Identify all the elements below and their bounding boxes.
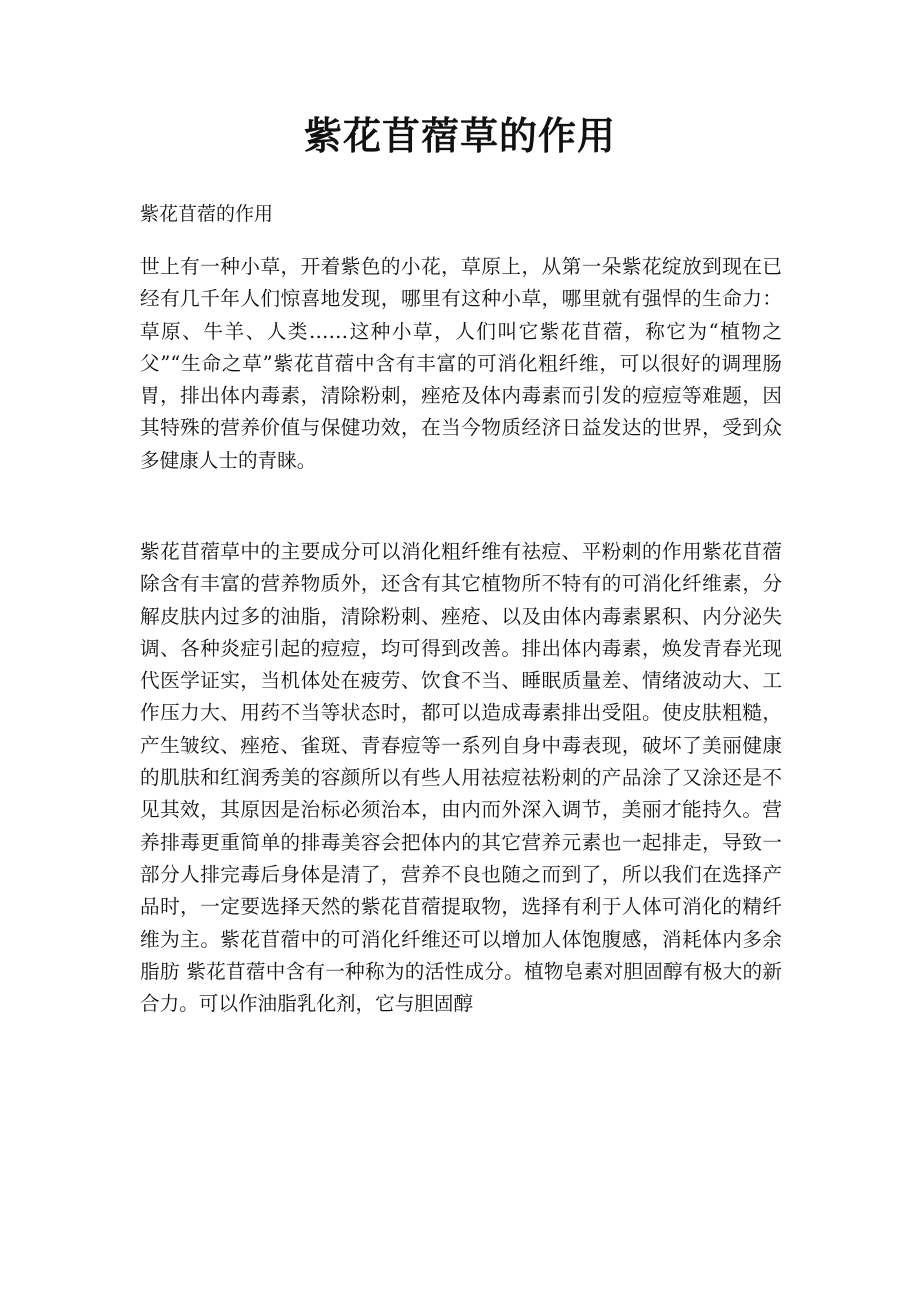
- document-title: 紫花苜蓿草的作用: [303, 113, 616, 158]
- section-heading: 紫花苜蓿的作用: [140, 203, 274, 225]
- paragraph-benefits: 紫花苜蓿草中的主要成分可以消化粗纤维有祛痘、平粉刺的作用紫花苜蓿除含有丰富的营养物质外，还含有其它植物所不特有的可消化纤维素，分解皮肤内过多的油脂，清除粉刺、痤疮、以及由体内毒素累积、内分泌失调、各种炎症引起的痘痘，均可得到改善。排出体内毒素，焕发青春光现代医学证实，当机体处在疲劳、饮食不当、睡眠质量差、情绪波动大、工作压力大、用药不当等状态时，都可以造成毒素排出受阻。使皮肤粗糙，产生皱纹、痤疮、雀斑、青春痘等一系列自身中毒表现，破坏了美丽健康的肌肤和红润秀美的容颜所以有些人用祛痘祛粉刺的产品涂了又涂还是不见其效，其原因是治标必须治本，由内而外深入调节，美丽才能持久。营养排毒更重简单的排毒美容会把体内的其它营养元素也一起排走，导致一部分人排完毒后身体是清了，营养不良也随之而到了，所以我们在选择产品时，一定要选择天然的紫花苜蓿提取物，选择有利于人体可消化的精纤维为主。紫花苜蓿中的可消化纤维还可以增加人体饱腹感，消耗体内多余脂肪 紫花苜蓿中含有一种称为的活性成分。植物皂素对胆固醇有极大的新合力。可以作油脂乳化剂，它与胆固醇: [140, 540, 782, 1016]
- paragraph-intro: 世上有一种小草，开着紫色的小花，草原上，从第一朵紫花绽放到现在已经有几千年人们惊喜地发现，哪里有这种小草，哪里就有强悍的生命力：草原、牛羊、人类……这种小草，人们叫它紫花苜蓿，称它为“植物之父”“生命之草”紫花苜蓿中含有丰富的可消化粗纤维，可以很好的调理肠胃，排出体内毒素，清除粉刺，痤疮及体内毒素而引发的痘痘等难题，因其特殊的营养价值与保健功效，在当今物质经济日益发达的世界，受到众多健康人士的青睐。: [140, 255, 782, 472]
